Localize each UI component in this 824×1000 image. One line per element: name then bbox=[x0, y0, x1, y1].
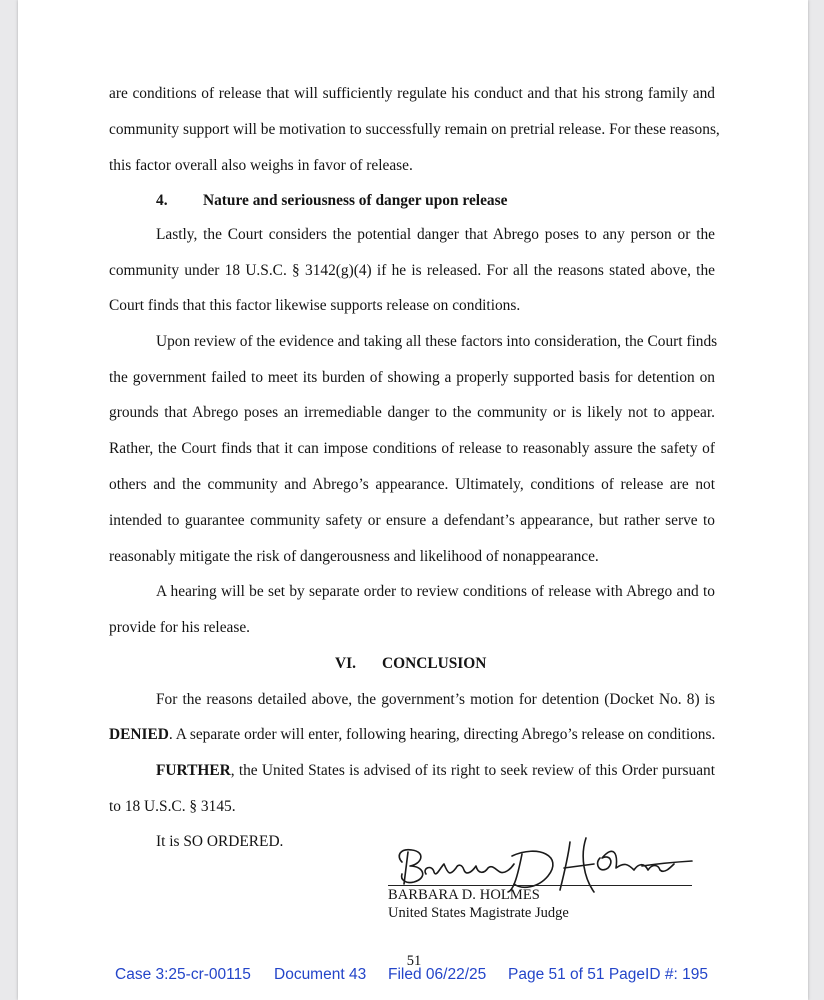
footer-filed-date: Filed 06/22/25 bbox=[388, 966, 487, 983]
footer-document-number: Document 43 bbox=[274, 966, 367, 983]
paragraph-line: community under 18 U.S.C. § 3142(g)(4) if he is released. For all the reasons stated above, the bbox=[109, 262, 715, 279]
conclusion-title: CONCLUSION bbox=[382, 655, 487, 672]
footer-case-number: Case 3:25-cr-00115 bbox=[115, 966, 251, 983]
paragraph-line: Rather, the Court finds that it can impose conditions of release to reasonably assure the safety of bbox=[109, 440, 715, 457]
signature-block bbox=[388, 834, 728, 924]
section-number: 4. bbox=[156, 192, 168, 209]
section-heading bbox=[109, 191, 715, 211]
paragraph-line: community support will be motivation to successfully remain on pretrial release. For these reasons, bbox=[109, 121, 720, 138]
paragraph-line: Lastly, the Court considers the potential danger that Abrego poses to any person or the bbox=[156, 226, 715, 243]
conclusion-heading bbox=[109, 654, 715, 674]
paragraph-line: others and the community and Abrego’s appearance. Ultimately, conditions of release are not bbox=[109, 476, 715, 493]
judge-title: United States Magistrate Judge bbox=[388, 905, 569, 921]
conclusion-number: VI. bbox=[335, 655, 356, 672]
filing-footer bbox=[97, 966, 717, 986]
paragraph-line: provide for his release. bbox=[109, 619, 251, 636]
paragraph-line bbox=[109, 761, 715, 781]
paragraph-line: Court finds that this factor likewise supports release on conditions. bbox=[109, 297, 521, 314]
paragraph-line bbox=[109, 725, 715, 745]
judge-name: BARBARA D. HOLMES bbox=[388, 887, 540, 903]
paragraph-line: intended to guarantee community safety or ensure a defendant’s appearance, but rather serve to bbox=[109, 512, 715, 529]
section-title: Nature and seriousness of danger upon release bbox=[203, 192, 508, 209]
paragraph-text: , the United States is advised of its right to seek review of this Order pursuant bbox=[230, 762, 715, 779]
footer-page-info: Page 51 of 51 PageID #: 195 bbox=[508, 966, 708, 983]
paragraph-text: . A separate order will enter, following hearing, directing Abrego’s release on conditions. bbox=[168, 726, 716, 743]
page-number: 51 bbox=[406, 953, 422, 969]
paragraph-line: Upon review of the evidence and taking all these factors into consideration, the Court finds bbox=[156, 333, 718, 350]
paragraph-line: this factor overall also weighs in favor of release. bbox=[109, 157, 413, 174]
paragraph-line: are conditions of release that will sufficiently regulate his conduct and that his strong family and bbox=[109, 85, 715, 102]
further-text: FURTHER bbox=[156, 762, 231, 779]
document-page bbox=[18, 0, 808, 1000]
paragraph-line: the government failed to meet its burden of showing a properly supported basis for detention on bbox=[109, 369, 715, 386]
so-ordered-line: It is SO ORDERED. bbox=[156, 833, 284, 850]
paragraph-line: to 18 U.S.C. § 3145. bbox=[109, 798, 236, 815]
denied-text: DENIED bbox=[109, 726, 169, 743]
paragraph-line: For the reasons detailed above, the government’s motion for detention (Docket No. 8) is bbox=[156, 691, 715, 708]
paragraph-line: reasonably mitigate the risk of dangerousness and likelihood of nonappearance. bbox=[109, 548, 599, 565]
paragraph-line: A hearing will be set by separate order to review conditions of release with Abrego and to bbox=[156, 583, 715, 600]
paragraph-line: grounds that Abrego poses an irremediable danger to the community or is likely not to appear. bbox=[109, 404, 715, 421]
